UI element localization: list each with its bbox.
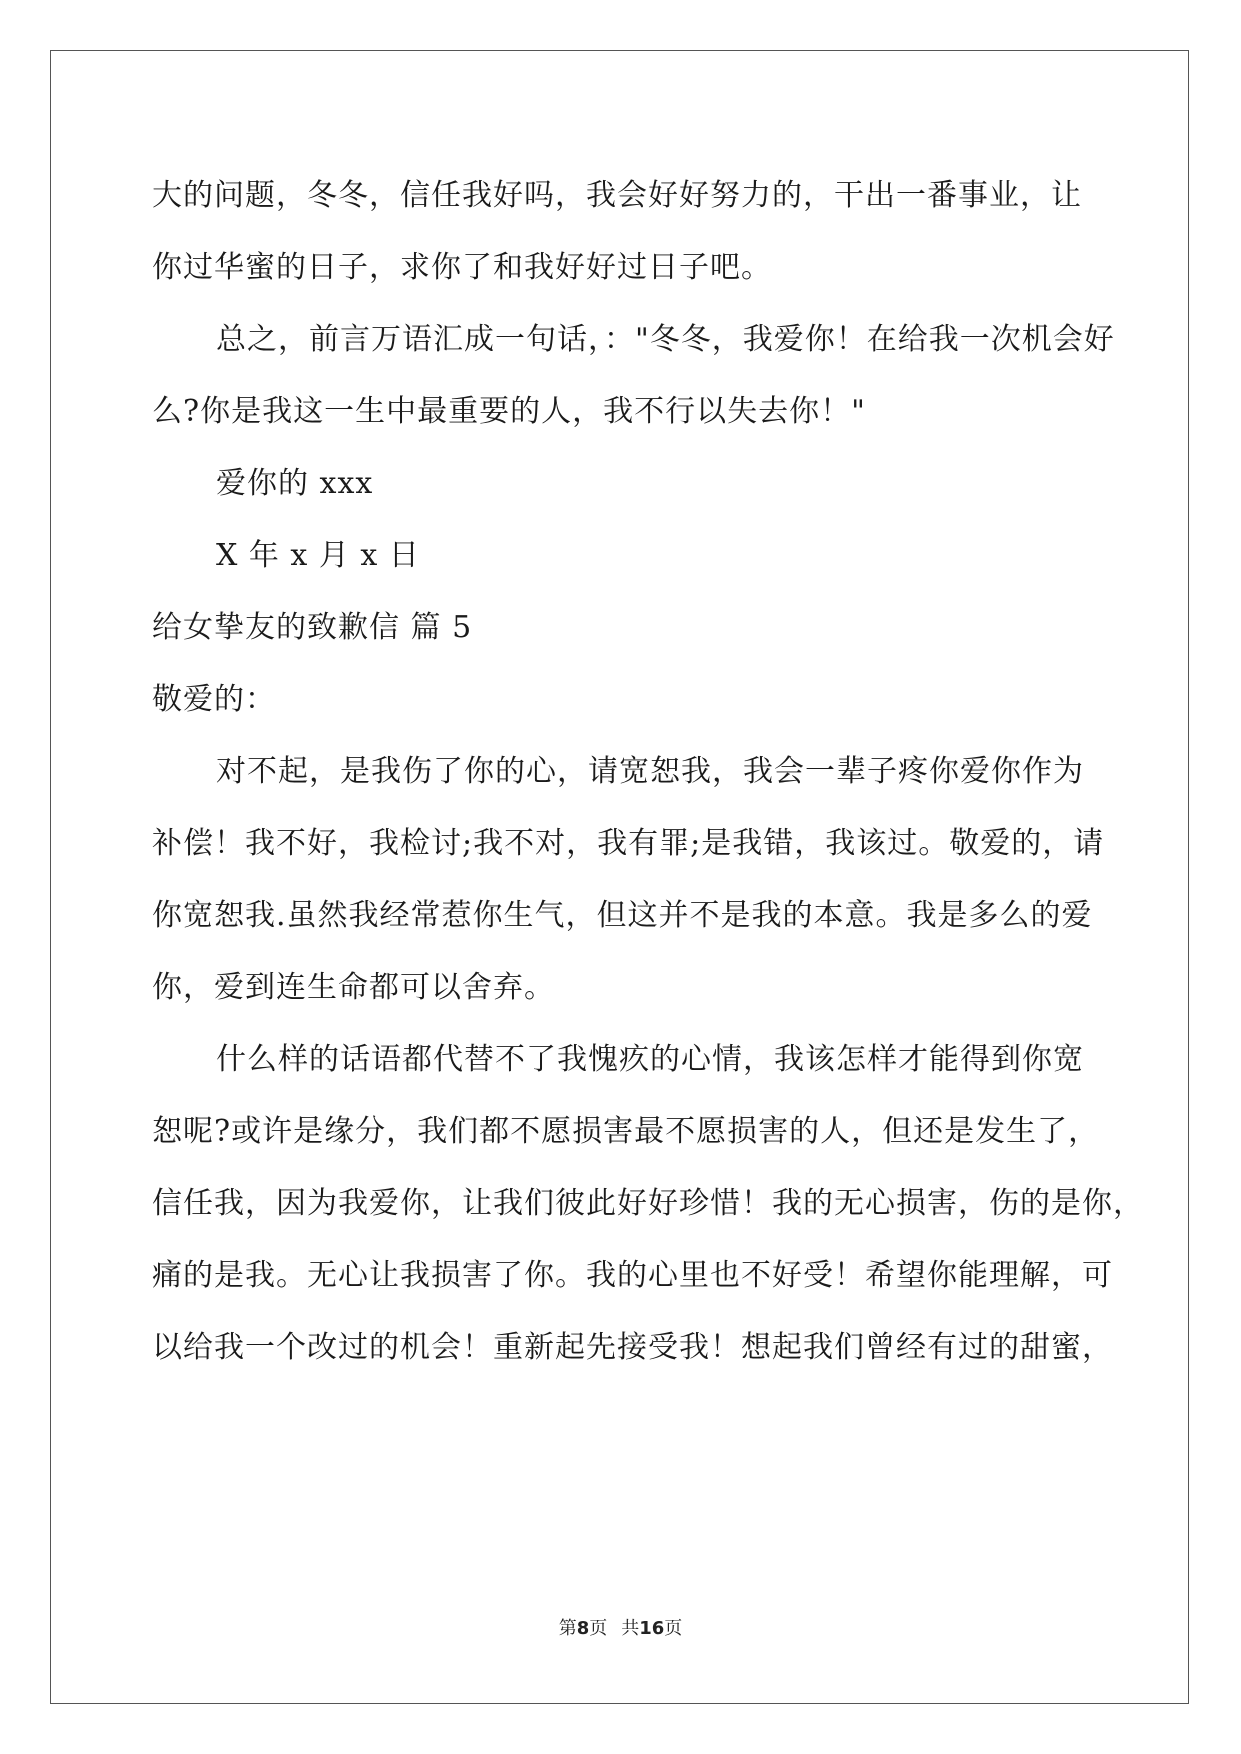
text-line: 信任我，因为我爱你，让我们彼此好好珍惜！我的无心损害，伤的是你，: [152, 1186, 1144, 1221]
total-suffix: 页: [664, 1618, 683, 1639]
section-heading: 给女挚友的致歉信 篇 5: [152, 610, 473, 645]
text-line: 你过华蜜的日子，求你了和我好好过日子吧。: [152, 250, 772, 285]
text-line: 痛的是我。无心让我损害了你。我的心里也不好受！希望你能理解，可: [152, 1258, 1113, 1293]
text-line: 大的问题，冬冬，信任我好吗，我会好好努力的，干出一番事业，让: [152, 178, 1082, 213]
page-footer: [0, 1617, 1241, 1641]
page-number: 8: [576, 1618, 590, 1639]
text-line: 总之，前言万语汇成一句话，："冬冬，我爱你！在给我一次机会好: [216, 322, 1115, 357]
text-line: 你宽恕我.虽然我经常惹你生气，但这并不是我的本意。我是多么的爱: [152, 898, 1093, 933]
document-body: [152, 168, 1144, 1392]
page-prefix: 第: [558, 1618, 577, 1639]
signature-line: 爱你的 xxx: [216, 466, 374, 501]
date-line: X 年 x 月 x 日: [216, 538, 420, 573]
text-line: 么?你是我这一生中最重要的人，我不行以失去你！": [152, 394, 866, 429]
text-line: 对不起，是我伤了你的心，请宽恕我，我会一辈子疼你爱你作为: [216, 754, 1084, 789]
total-prefix: 共: [621, 1618, 640, 1639]
text-line: 什么样的话语都代替不了我愧疚的心情，我该怎样才能得到你宽: [216, 1042, 1084, 1077]
salutation: 敬爱的：: [152, 682, 276, 717]
text-line: 补偿！我不好，我检讨;我不对，我有罪;是我错，我该过。敬爱的，请: [152, 826, 1105, 861]
text-line: 以给我一个改过的机会！重新起先接受我！想起我们曾经有过的甜蜜，: [152, 1330, 1113, 1365]
page-suffix: 页: [589, 1618, 608, 1639]
text-line: 你，爱到连生命都可以舍弃。: [152, 970, 555, 1005]
total-pages: 16: [639, 1618, 665, 1639]
text-line: 恕呢?或许是缘分，我们都不愿损害最不愿损害的人，但还是发生了，: [152, 1114, 1100, 1149]
